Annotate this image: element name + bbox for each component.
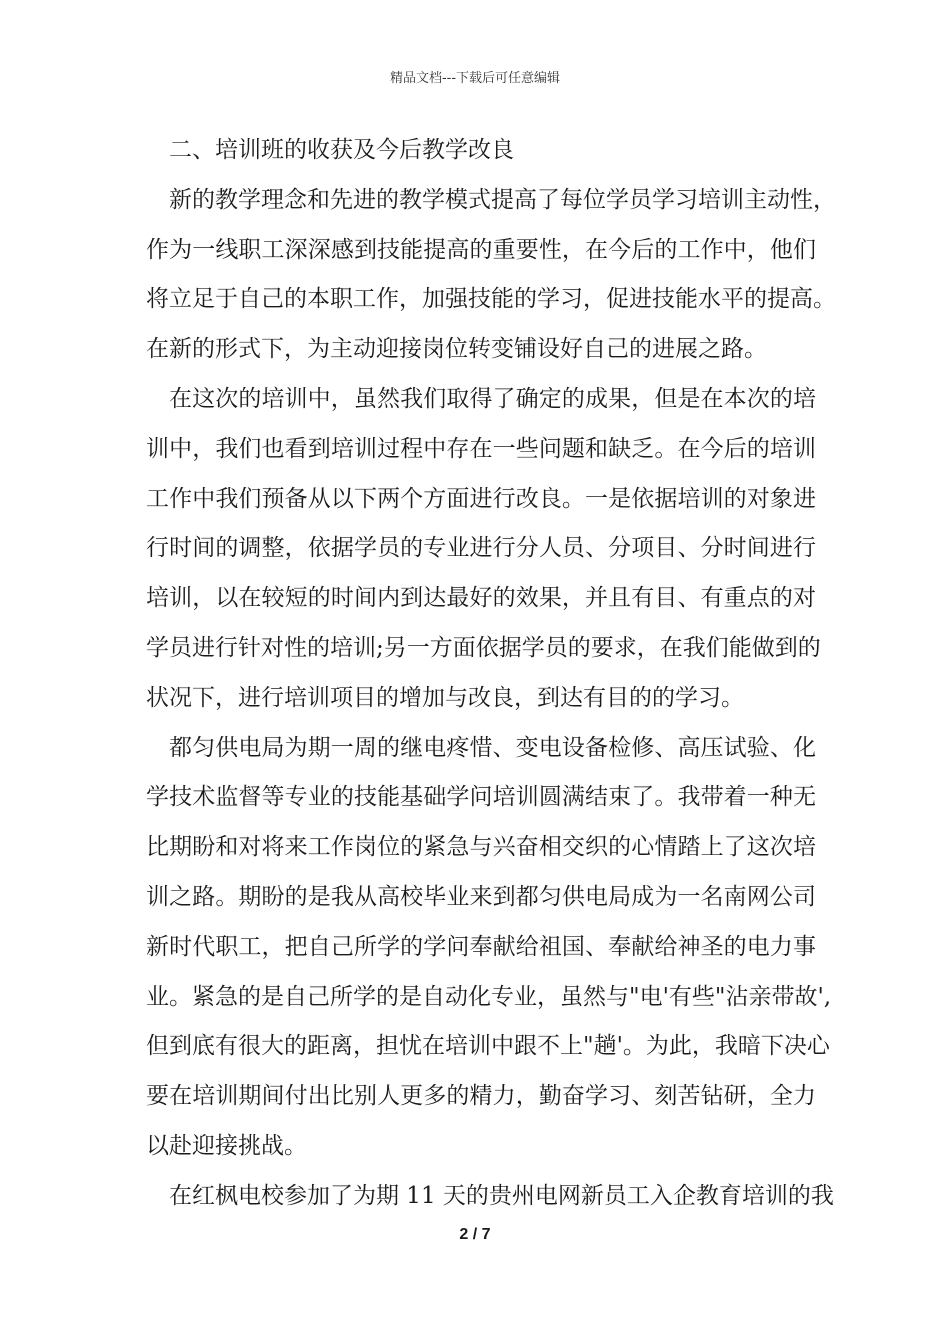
paragraph-line: 以赴迎接挑战。 [146, 1132, 307, 1159]
paragraph-line: 作为一线职工深深感到技能提高的重要性，在今后的工作中，他们 [146, 236, 816, 263]
paragraph-line: 学技术监督等专业的技能基础学问培训圆满结束了。我带着一种无 [146, 784, 816, 811]
paragraph-line: 在这次的培训中，虽然我们取得了确定的成果，但是在本次的培 [169, 385, 816, 412]
paragraph-line: 学员进行针对性的培训;另一方面依据学员的要求，在我们能做到的 [146, 634, 821, 661]
paragraph-line: 要在培训期间付出比别人更多的精力，勤奋学习、刻苦钻研，全力 [146, 1083, 816, 1110]
document-body [146, 126, 836, 1222]
section-heading: 二、培训班的收获及今后教学改良 [169, 137, 514, 163]
paragraph-line: 但到底有很大的距离，担忧在培训中跟不上"趟'。为此，我暗下决心 [146, 1033, 830, 1060]
paragraph-line: 新时代职工，把自己所学的学问奉献给祖国、奉献给神圣的电力事 [146, 933, 816, 960]
page-header: 精品文档---下载后可任意编辑 [389, 71, 561, 86]
paragraph-line: 状况下，进行培训项目的增加与改良，到达有目的的学习。 [146, 684, 744, 711]
paragraph-line: 培训，以在较短的时间内到达最好的效果，并且有目、有重点的对 [146, 585, 816, 612]
paragraph-line: 训之路。期盼的是我从高校毕业来到都匀供电局成为一名南网公司 [146, 883, 816, 910]
page-number: 2 / 7 [459, 1226, 491, 1243]
paragraph-line: 训中，我们也看到培训过程中存在一些问题和缺乏。在今后的培训 [146, 435, 816, 462]
paragraph-line: 业。紧急的是自己所学的是自动化专业，虽然与"电'有些"沾亲带故', [146, 983, 832, 1010]
paragraph-line: 行时间的调整，依据学员的专业进行分人员、分项目、分时间进行 [146, 535, 816, 562]
paragraph-line: 比期盼和对将来工作岗位的紧急与兴奋相交织的心情踏上了这次培 [146, 834, 816, 861]
paragraph-line: 在红枫电校参加了为期 11 天的贵州电网新员工入企教育培训的我 [169, 1182, 834, 1209]
paragraph-line: 新的教学理念和先进的教学模式提高了每位学员学习培训主动性， [169, 186, 836, 213]
paragraph-line: 在新的形式下，为主动迎接岗位转变铺设好自己的进展之路。 [146, 336, 767, 363]
paragraph-line: 将立足于自己的本职工作，加强技能的学习，促进技能水平的提高。 [146, 286, 836, 313]
paragraph-line: 工作中我们预备从以下两个方面进行改良。一是依据培训的对象进 [146, 485, 816, 512]
paragraph-line: 都匀供电局为期一周的继电疼惜、变电设备检修、高压试验、化 [169, 734, 816, 761]
